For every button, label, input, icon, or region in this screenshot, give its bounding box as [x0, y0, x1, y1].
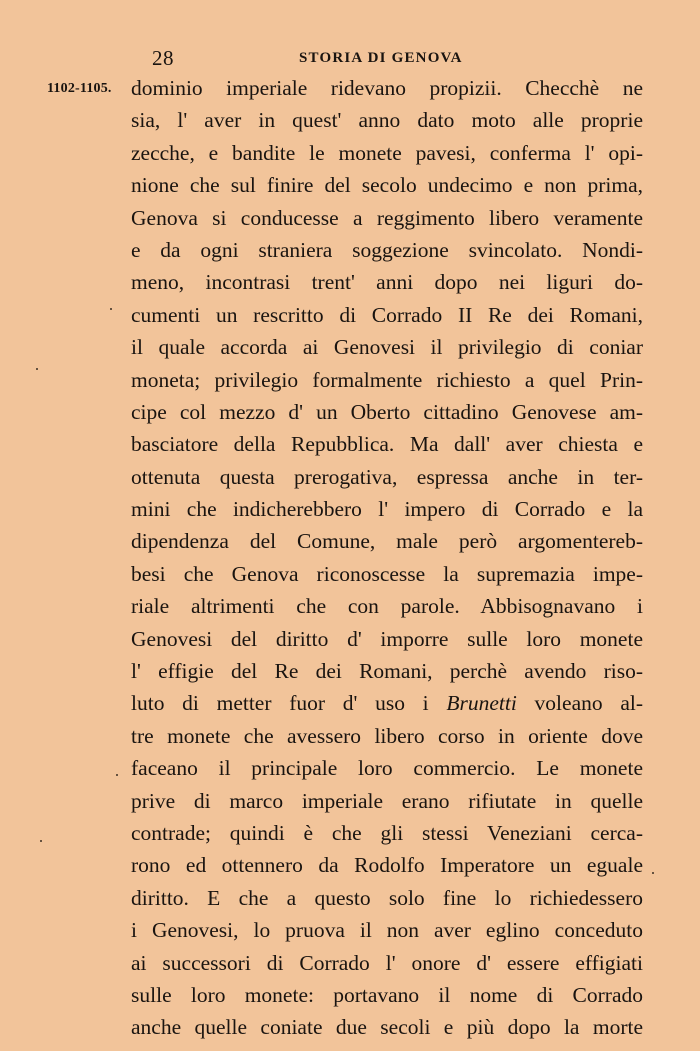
text-line: cumenti un rescritto di Corrado II Re dei Romani, — [131, 302, 643, 327]
text-line: i Genovesi, lo pruova il non aver eglino conceduto — [131, 918, 643, 943]
text-line: rono ed ottennero da Rodolfo Imperatore un eguale — [131, 853, 643, 878]
text-line: mini che indicherebbero l' impero di Corrado e la — [131, 497, 643, 522]
body-text — [131, 72, 643, 1044]
text-line: e da ogni straniera soggezione svincolato. Nondi- — [131, 237, 643, 262]
text-line: tre monete che avessero libero corso in oriente dove — [131, 723, 643, 748]
italic-word: Brunetti — [446, 691, 517, 716]
text-line: basciatore della Repubblica. Ma dall' aver chiesta e — [131, 432, 643, 457]
print-speck — [116, 774, 118, 776]
text-line: meno, incontrasi trent' anni dopo nei liguri do- — [131, 270, 643, 295]
text-line: besi che Genova riconoscesse la supremazia impe- — [131, 561, 643, 586]
text-line: l' effigie del Re dei Romani, perchè avendo riso- — [131, 659, 643, 684]
print-speck — [110, 308, 112, 310]
text-line: ai successori di Corrado l' onore d' essere effigiati — [131, 950, 643, 975]
text-segment: voleano al- — [534, 691, 643, 716]
text-line: Genova si conducesse a reggimento libero veramente — [131, 205, 643, 230]
text-line: diritto. E che a questo solo fine lo richiedessero — [131, 885, 643, 910]
text-line: contrade; quindi è che gli stessi Veneziani cerca- — [131, 820, 643, 845]
page-number: 28 — [152, 46, 174, 70]
text-segment: luto di metter fuor d' uso i — [131, 691, 429, 716]
text-line: zecche, e bandite le monete pavesi, conferma l' opi- — [131, 140, 643, 165]
text-line: sia, l' aver in quest' anno dato moto alle proprie — [131, 108, 643, 133]
text-line: nione che sul finire del secolo undecimo e non prima, — [131, 173, 643, 198]
text-line: faceano il principale loro commercio. Le monete — [131, 756, 643, 781]
print-speck — [40, 840, 42, 842]
text-line: Genovesi del diritto d' imporre sulle loro monete — [131, 626, 643, 651]
text-line: moneta; privilegio formalmente richiesto a quel Prin- — [131, 367, 643, 392]
text-line-with-italic — [131, 687, 643, 719]
print-speck — [652, 872, 654, 874]
text-line: anche quelle coniate due secoli e più dopo la morte — [131, 1015, 643, 1040]
text-line: dominio imperiale ridevano propizii. Checchè ne — [131, 76, 643, 100]
text-line: dipendenza del Comune, male però argomentereb- — [131, 529, 643, 554]
margin-date-note: 1102-1105. — [47, 81, 112, 96]
text-line: il quale accorda ai Genovesi il privilegio di coniar — [131, 335, 643, 360]
text-line: sulle loro monete: portavano il nome di Corrado — [131, 982, 643, 1007]
text-line: prive di marco imperiale erano rifiutate in quelle — [131, 788, 643, 813]
text-line: riale altrimenti che con parole. Abbisognavano i — [131, 594, 643, 619]
text-line: cipe col mezzo d' un Oberto cittadino Genovese am- — [131, 399, 643, 424]
print-speck — [36, 368, 38, 370]
text-line: ottenuta questa prerogativa, espressa anche in ter- — [131, 464, 643, 489]
running-title: STORIA DI GENOVA — [299, 50, 463, 66]
